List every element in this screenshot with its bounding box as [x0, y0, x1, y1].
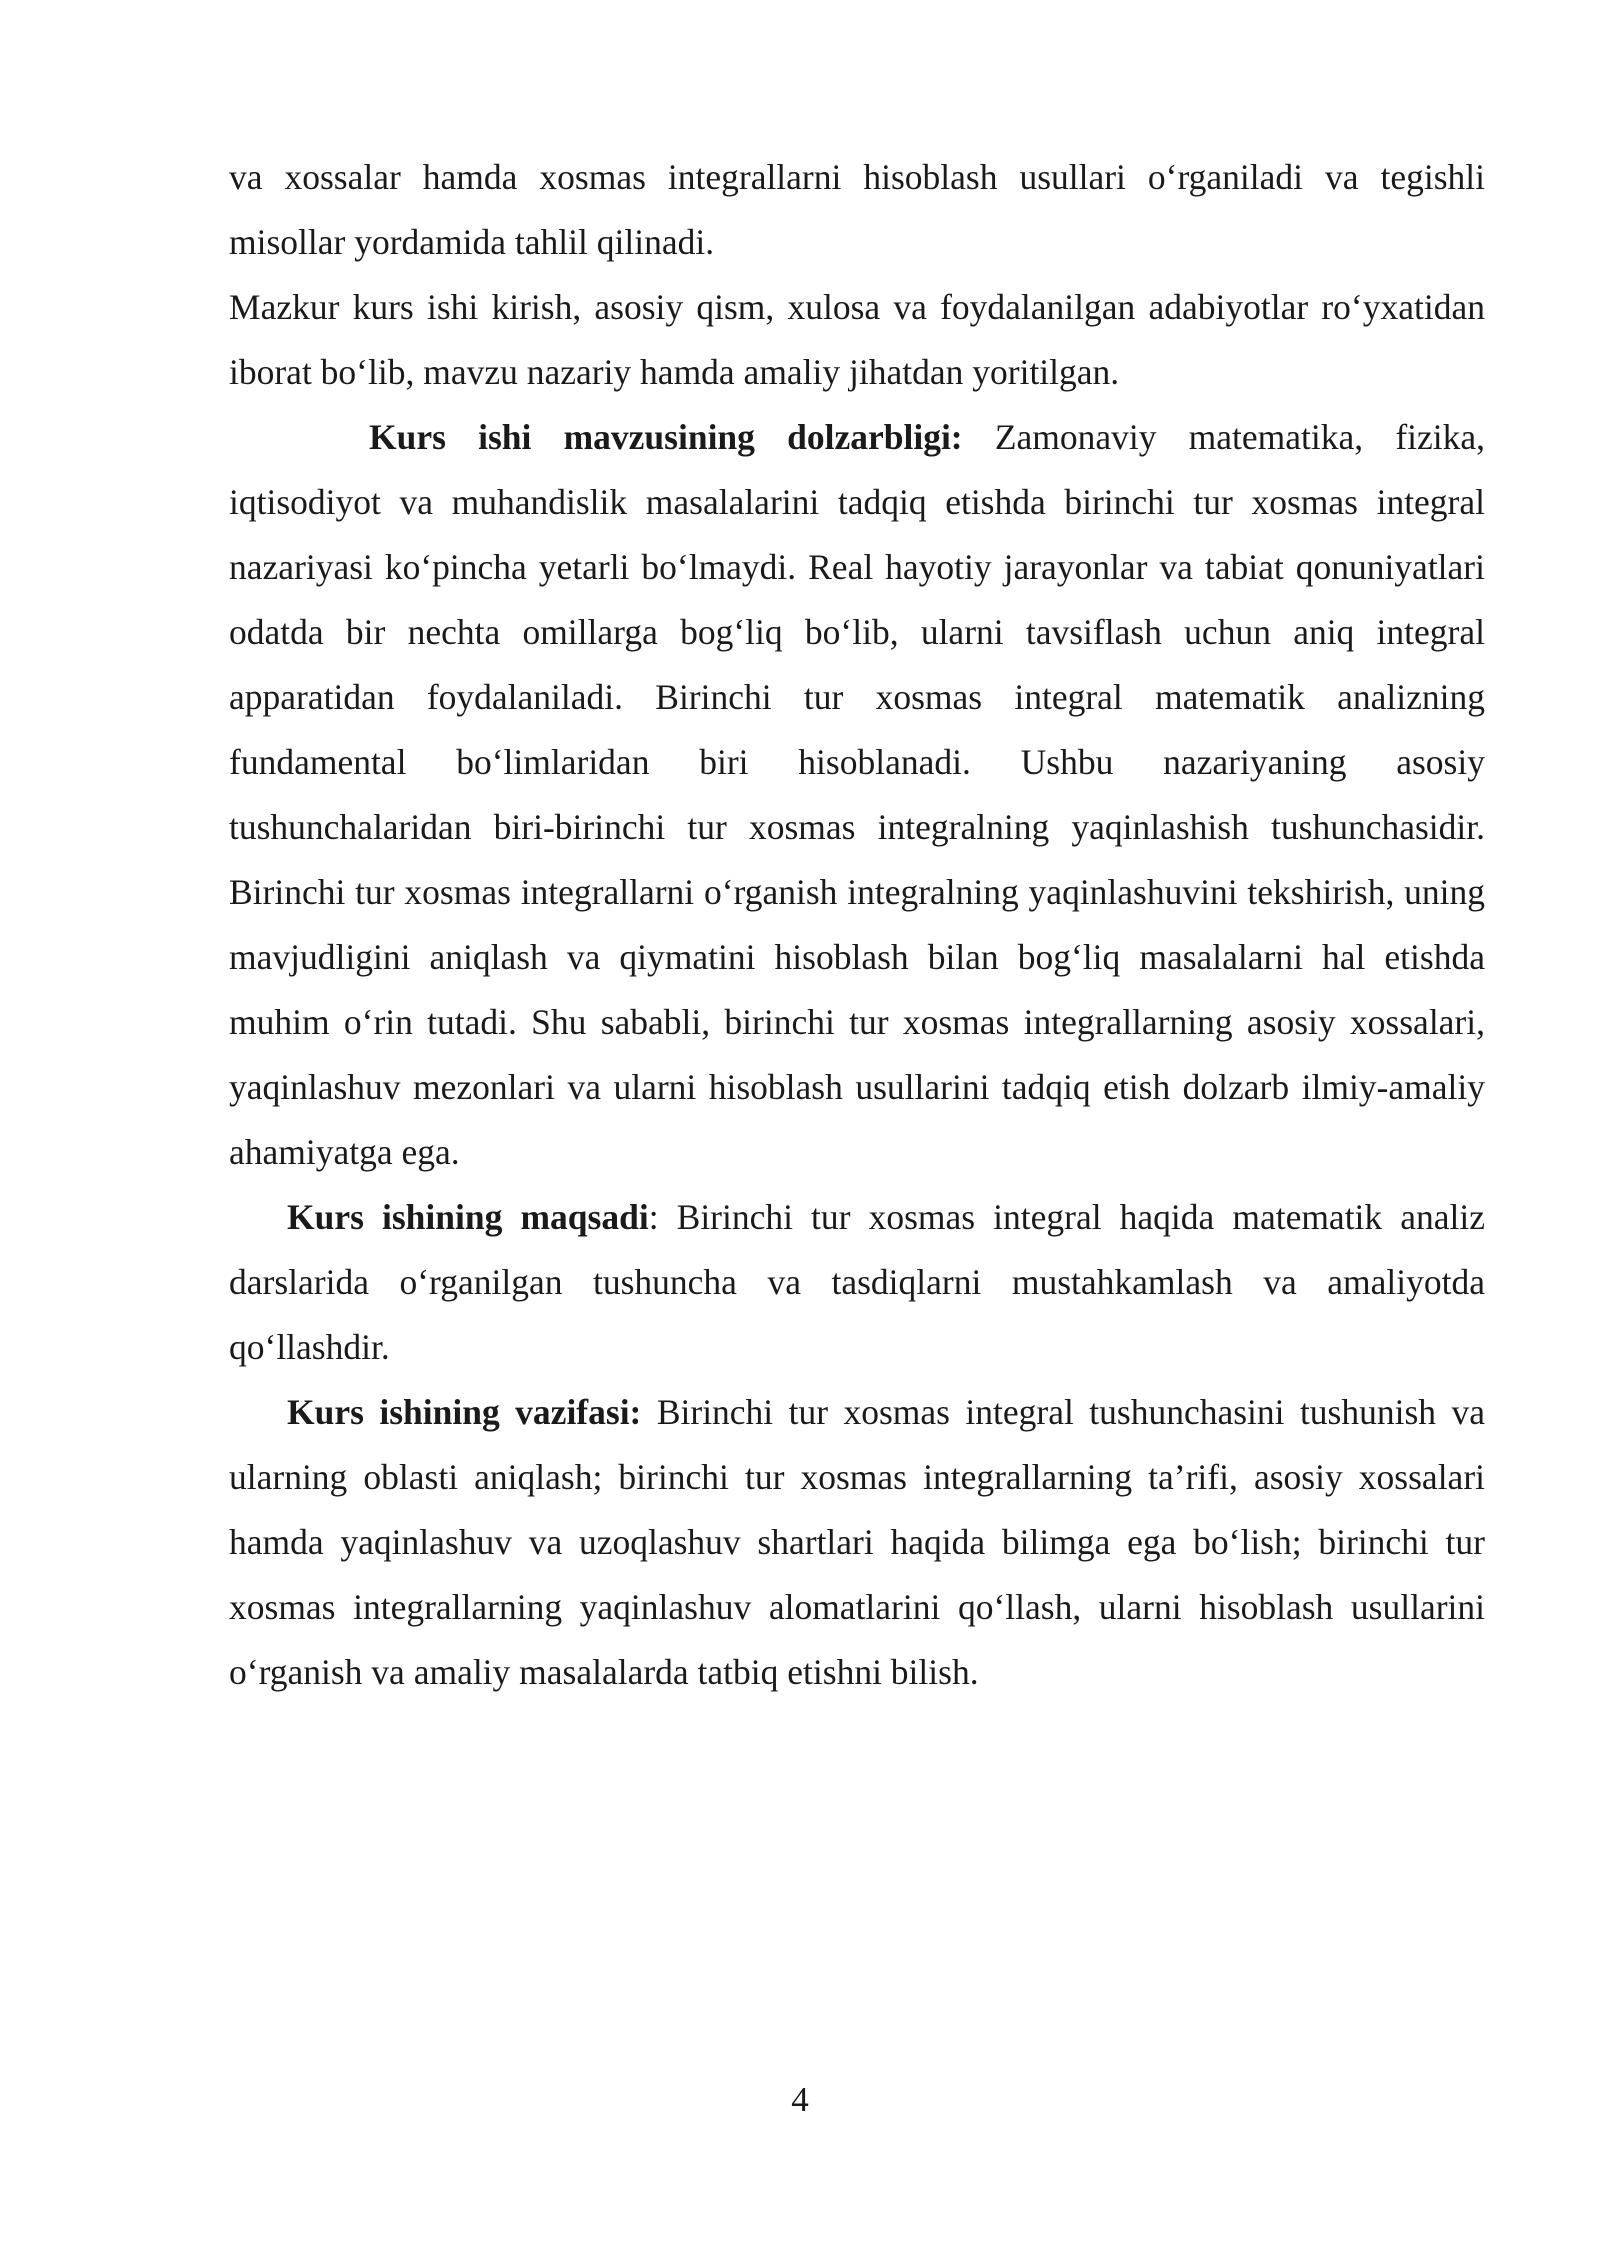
- paragraph-text: Birinchi tur xosmas integral tushunchasini tushunish va ularning oblasti aniqlash; birinchi tur xosmas integrallarning ta’rifi, asosiy xossalari hamda yaqinlashuv va uzoqlashuv shartlari haqida bilimga ega bo‘lish; birinchi tur xosmas integrallarning yaqinlashuv alomatlarini qo‘llash, ularni hisoblash usullarini o‘rganish va amaliy masalalarda tatbiq etishni bilish.: [229, 1392, 1485, 1692]
- page-number: 4: [791, 2080, 809, 2119]
- paragraph-goal: [229, 1185, 1485, 1380]
- paragraph-structure: [229, 275, 1485, 405]
- paragraph-heading: Kurs ishining vazifasi:: [287, 1392, 642, 1432]
- paragraph-text: va xossalar hamda xosmas integrallarni hisoblash usullari o‘rganiladi va tegishli misollar yordamida tahlil qilinadi.: [229, 157, 1485, 262]
- paragraph-heading: Kurs ishi mavzusining dolzarbligi:: [369, 417, 963, 457]
- paragraph-intro-continued: [229, 145, 1485, 275]
- paragraph-heading: Kurs ishining maqsadi: [287, 1197, 649, 1237]
- page-body: [229, 145, 1485, 1705]
- paragraph-text: Mazkur kurs ishi kirish, asosiy qism, xulosa va foydalanilgan adabiyotlar ro‘yxatidan iborat bo‘lib, mavzu nazariy hamda amaliy jihatdan yoritilgan.: [229, 287, 1485, 392]
- paragraph-text: : Birinchi tur xosmas integral haqida matematik analiz darslarida o‘rganilgan tushuncha va tasdiqlarni mustahkamlash va amaliyotda qo‘llashdir.: [229, 1197, 1485, 1367]
- paragraph-relevance: [229, 405, 1485, 1185]
- paragraph-text: Zamonaviy matematika, fizika, iqtisodiyot va muhandislik masalalarini tadqiq etishda birinchi tur xosmas integral nazariyasi ko‘pincha yetarli bo‘lmaydi. Real hayotiy jarayonlar va tabiat qonuniyatlari odatda bir nechta omillarga bog‘liq bo‘lib, ularni tavsiflash uchun aniq integral apparatidan foydalaniladi. Birinchi tur xosmas integral matematik analizning fundamental bo‘limlaridan biri hisoblanadi. Ushbu nazariyaning asosiy tushunchalaridan biri-birinchi tur xosmas integralning yaqinlashish tushunchasidir. Birinchi tur xosmas integrallarni o‘rganish integralning yaqinlashuvini tekshirish, uning mavjudligini aniqlash va qiymatini hisoblash bilan bog‘liq masalalarni hal etishda muhim o‘rin tutadi. Shu sababli, birinchi tur xosmas integrallarning asosiy xossalari, yaqinlashuv mezonlari va ularni hisoblash usullarini tadqiq etish dolzarb ilmiy-amaliy ahamiyatga ega.: [229, 417, 1486, 1172]
- paragraph-tasks: [229, 1380, 1485, 1705]
